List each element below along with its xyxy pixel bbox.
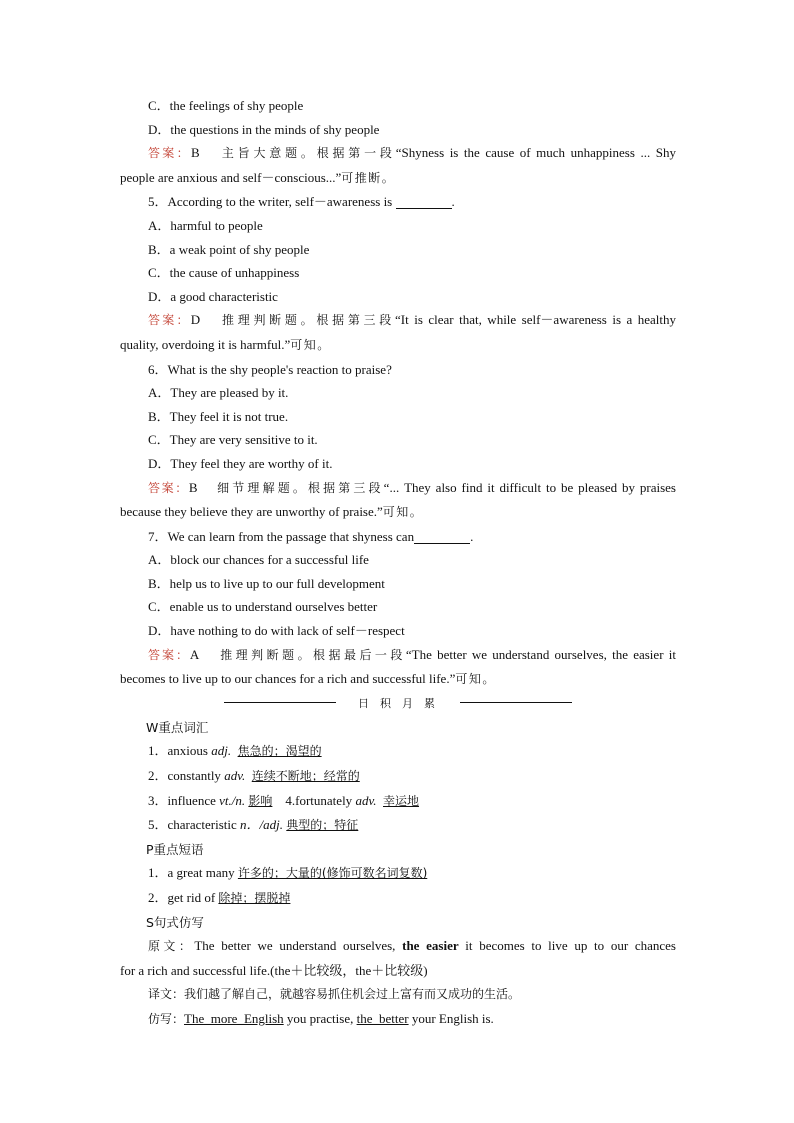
- q4-answer-cont: [120, 166, 676, 191]
- q7-answer-cont: [120, 667, 676, 692]
- vocab-definition: 幸运地: [383, 793, 420, 808]
- translation-label: 译文：: [148, 987, 185, 1002]
- vocab-pos: adv.: [355, 792, 377, 808]
- answer-blank: [396, 194, 452, 209]
- imitation-label: 仿写：: [148, 1011, 185, 1026]
- answer-end: 可推断。: [341, 170, 396, 185]
- q6-answer-cont: [120, 500, 676, 525]
- answer-quote: “Shyness is the cause of much unhappiness ... Shy: [395, 145, 676, 161]
- answer-quote: “... They also find it difficult to be pleased by praises: [383, 479, 676, 495]
- answer-quote-cont: quality, overdoing it is harmful.”: [120, 336, 291, 352]
- q4-answer: [120, 141, 676, 166]
- vocab-word: 1．anxious: [148, 743, 212, 759]
- q7-option-c: C．enable us to understand ourselves better: [148, 599, 378, 615]
- phrase-text: 1．a great many: [148, 865, 238, 881]
- vocab-definition: 焦急的；渴望的: [237, 744, 322, 759]
- vocab-pos: n．/adj.: [240, 817, 284, 833]
- phrases-heading: P重点短语: [146, 841, 204, 857]
- q5-answer-cont: [120, 333, 676, 358]
- answer-quote-cont: because they believe they are unworthy of praise.”: [120, 504, 383, 520]
- answer-quote: “The better we understand ourselves, the easier it: [405, 646, 676, 662]
- q7-option-b: B．help us to live up to our full development: [148, 575, 385, 591]
- divider-title: 日积月累: [358, 696, 446, 710]
- answer-label: 答案：: [148, 480, 189, 495]
- answer-quote-cont: becomes to live up to our chances for a rich and successful life.”: [120, 671, 456, 687]
- q5-stem: [120, 190, 676, 214]
- vocab-word: 5．characteristic: [148, 817, 241, 833]
- vocab-pos: vt./n.: [219, 792, 246, 808]
- vocab-definition: 连续不断地；经常的: [251, 769, 360, 784]
- question-end: .: [451, 194, 455, 210]
- vocab-pos: adj.: [211, 743, 232, 759]
- vocab-definition: 典型的；特征: [286, 818, 359, 833]
- q4-option-c: C．the feelings of shy people: [148, 98, 304, 113]
- answer-end: 可知。: [455, 672, 496, 687]
- answer-letter: B: [188, 479, 198, 495]
- q6-option-c: C．They are very sensitive to it.: [148, 432, 318, 448]
- answer-explanation: 推理判断题。根据最后一段: [220, 647, 406, 662]
- question-end: .: [470, 528, 474, 544]
- sentence-original: [120, 934, 676, 959]
- answer-letter: B: [190, 145, 200, 161]
- sentence-original-cont: for a rich and successful life.(the＋比较级，the＋比较级): [120, 962, 428, 978]
- q7-stem: [120, 525, 676, 549]
- imitation-fill-1: The_more_English: [184, 1010, 284, 1026]
- imitation-text: you practise,: [283, 1010, 357, 1026]
- imitation-fill-2: the_better: [356, 1010, 409, 1026]
- answer-end: 可知。: [290, 337, 331, 352]
- divider-line-left: [224, 702, 336, 703]
- original-label: 原文：: [148, 939, 195, 954]
- phrase-definition: 许多的；大量的(修饰可数名词复数): [237, 866, 428, 881]
- q5-option-c: C．the cause of unhappiness: [148, 265, 300, 281]
- answer-label: 答案：: [148, 313, 191, 328]
- section-divider: [120, 690, 676, 716]
- vocab-item-3-4: [120, 789, 676, 814]
- phrase-text: 2．get rid of: [148, 890, 219, 905]
- vocab-item-5: [120, 813, 676, 838]
- answer-label: 答案：: [148, 146, 191, 161]
- q6-option-b: B．They feel it is not true.: [148, 408, 289, 424]
- vocab-pos: adv.: [224, 768, 246, 784]
- question-text: 7．We can learn from the passage that shyness can: [148, 528, 415, 544]
- sentence-translation: [120, 982, 676, 1007]
- page-content: [120, 94, 676, 1032]
- vocab-item-1: [120, 739, 676, 764]
- q7-option-d: D．have nothing to do with lack of self－respect: [148, 623, 405, 639]
- vocab-word: 2．constantly: [148, 768, 225, 784]
- q5-answer: [120, 308, 676, 333]
- vocab-heading: W重点词汇: [146, 719, 209, 735]
- translation-text: 我们越了解自己，就越容易抓住机会过上富有而又成功的生活。: [184, 987, 521, 1002]
- q6-answer: [120, 476, 676, 501]
- answer-end: 可知。: [382, 505, 424, 520]
- q6-option-a: A．They are pleased by it.: [148, 385, 289, 401]
- original-bold: the easier: [402, 938, 459, 954]
- question-text: 5．According to the writer, self－awareness is: [148, 194, 396, 210]
- q6-stem: 6．What is the shy people's reaction to praise?: [148, 361, 392, 377]
- answer-label: 答案：: [148, 647, 190, 662]
- answer-letter: A: [189, 646, 200, 662]
- sentence-heading: S句式仿写: [146, 914, 204, 930]
- phrase-item-1: [120, 861, 676, 886]
- original-text-cont: it becomes to live up to our chances: [458, 938, 676, 954]
- sentence-imitation: [120, 1007, 676, 1032]
- imitation-end: your English is.: [408, 1010, 494, 1026]
- vocab-definition: 影响: [248, 793, 273, 808]
- answer-blank: [414, 529, 470, 544]
- vocab-word: 3．influence: [148, 792, 220, 808]
- original-text: The better we understand ourselves,: [194, 938, 403, 954]
- q7-option-a: A．block our chances for a successful life: [148, 552, 369, 568]
- q5-option-d: D．a good characteristic: [148, 288, 278, 304]
- q5-option-a: A．harmful to people: [148, 217, 263, 233]
- q6-option-d: D．They feel they are worthy of it.: [148, 455, 333, 471]
- answer-letter: D: [190, 312, 201, 328]
- vocab-item-2: [120, 764, 676, 789]
- q7-answer: [120, 643, 676, 668]
- answer-explanation: 细节理解题。根据第三段: [217, 480, 384, 495]
- vocab-word: 4.fortunately: [285, 792, 356, 808]
- answer-quote: “It is clear that, while self－awareness is a healthy: [395, 312, 676, 328]
- phrase-definition: 除掉；摆脱掉: [218, 891, 291, 905]
- answer-quote-cont: people are anxious and self－conscious...”: [120, 169, 342, 185]
- q4-option-d: D．the questions in the minds of shy people: [148, 121, 380, 137]
- divider-line-right: [460, 702, 572, 703]
- q5-option-b: B．a weak point of shy people: [148, 241, 310, 257]
- answer-explanation: 推理判断题。根据第三段: [222, 313, 396, 328]
- answer-explanation: 主旨大意题。根据第一段: [221, 146, 396, 161]
- phrase-item-2: [120, 886, 676, 911]
